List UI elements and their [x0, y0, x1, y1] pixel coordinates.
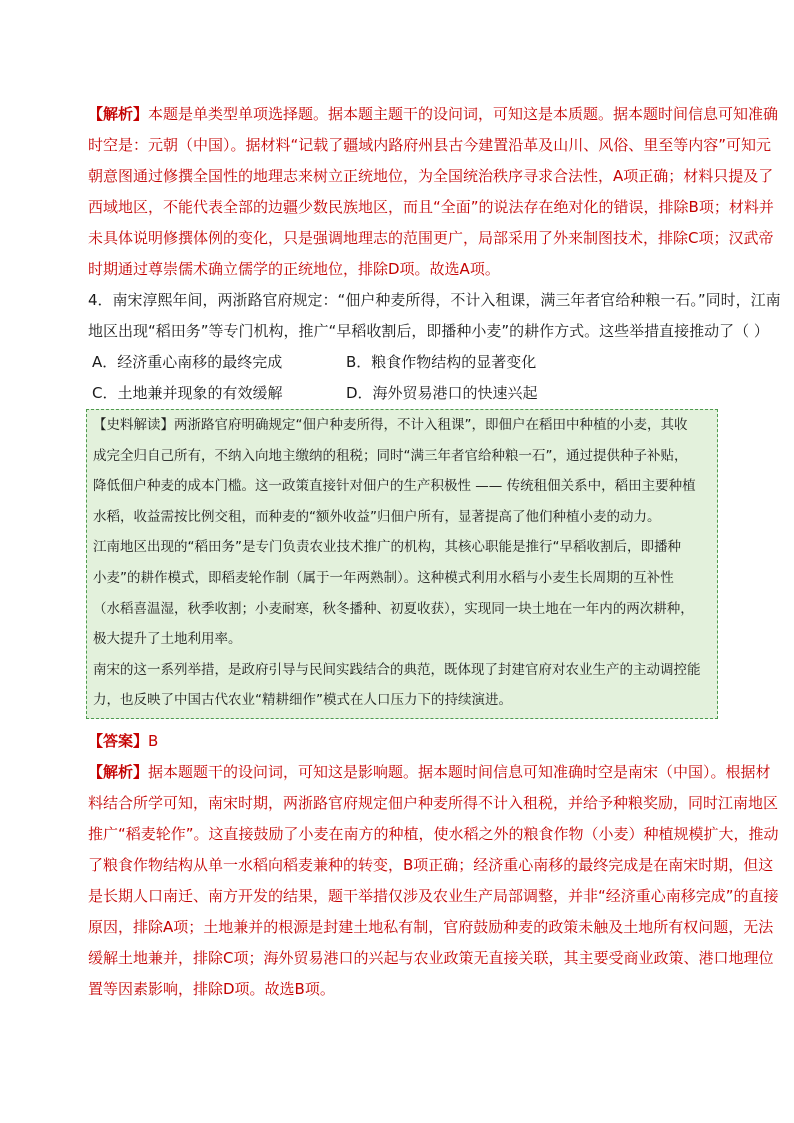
- analysis2-line-3: 推广“稻麦轮作”。这直接鼓励了小麦在南方的种植，使水稻之外的粮食作物（小麦）种植规模扩大，推动: [88, 825, 779, 843]
- analysis1-line-4: 西域地区，不能代表全部的边疆少数民族地区，而且“全面”的说法存在绝对化的错误，排除B项；材料并: [88, 198, 774, 216]
- interpretation-line-6: 小麦”的耕作模式，即稻麦轮作制（属于一年两熟制）。这种模式利用水稻与小麦生长周期的互补性: [93, 570, 674, 586]
- interpretation-line-7: （水稻喜温湿，秋季收割；小麦耐寒，秋冬播种、初夏收获），实现同一块土地在一年内的两次耕种，: [93, 601, 694, 617]
- analysis1-tag: 【解析】: [88, 105, 149, 123]
- analysis2-line-4: 了粮食作物结构从单一水稻向稻麦兼种的转变，B项正确；经济重心南移的最终完成是在南宋时期，但这: [88, 856, 774, 874]
- analysis2-line-5: 是长期人口南迁、南方开发的结果，题干举措仅涉及农业生产局部调整，并非“经济重心南移完成”的直接: [88, 887, 779, 905]
- interpretation-line-5: 江南地区出现的“稻田务”是专门负责农业技术推广的机构，其核心职能是推行“早稻收割后，即播种: [93, 539, 681, 555]
- option-b: B．粮食作物结构的显著变化: [346, 353, 537, 371]
- option-d: D．海外贸易港口的快速兴起: [346, 384, 538, 402]
- analysis2-line-1: [88, 762, 771, 782]
- interpretation-box: [86, 409, 718, 719]
- analysis1-line-6: 时期通过尊崇儒术确立儒学的正统地位，排除D项。故选A项。: [88, 260, 500, 278]
- analysis1-line-5: 未具体说明修撰体例的变化，只是强调地理志的范围更广，局部采用了外来制图技术，排除C项；汉武帝: [88, 229, 774, 247]
- interpretation-line-10: 力，也反映了中国古代农业“精耕细作”模式在人口压力下的持续演进。: [93, 692, 512, 708]
- analysis2-line-7: 缓解土地兼并，排除C项；海外贸易港口的兴起与农业政策无直接关联，其主要受商业政策、港口地理位: [88, 949, 774, 967]
- option-c: C．土地兼并现象的有效缓解: [92, 384, 283, 402]
- question-line-2: 地区出现“稻田务”等专门机构，推广“早稻收割后，即播种小麦”的耕作方式。这些举措直接推动了（ ）: [88, 322, 769, 340]
- analysis1-line-1: [88, 104, 778, 124]
- interpretation-line-9: 南宋的这一系列举措，是政府引导与民间实践结合的典范，既体现了封建官府对农业生产的主动调控能: [93, 662, 701, 678]
- interpretation-line-8: 极大提升了土地利用率。: [93, 631, 242, 647]
- question-line-1: 4．南宋淳熙年间，两浙路官府规定：“佃户种麦所得，不计入租课，满三年者官给种粮一石。”同时，江南: [88, 291, 781, 309]
- analysis1-line-3: 朝意图通过修撰全国性的地理志来树立正统地位，为全国统治秩序寻求合法性，A项正确；材料只提及了: [88, 167, 774, 185]
- interpretation-line-2: 成完全归自己所有，不纳入向地主缴纳的租税；同时“满三年者官给种粮一石”，通过提供种子补贴，: [93, 448, 688, 464]
- analysis1-text: 本题是单类型单项选择题。据本题主题干的设问词，可知这是本质题。据本题时间信息可知准确: [148, 105, 779, 123]
- interpretation-line-1: 【史料解读】两浙路官府明确规定“佃户种麦所得，不计入租课”，即佃户在稻田中种植的小麦，其收: [93, 417, 688, 433]
- answer-value: B: [148, 732, 159, 750]
- answer-tag: 【答案】: [88, 732, 149, 750]
- option-a: A．经济重心南移的最终完成: [92, 353, 283, 371]
- interpretation-line-3: 降低佃户种麦的成本门槛。这一政策直接针对佃户的生产积极性 —— 传统租佃关系中，稻田主要种植: [93, 478, 696, 494]
- interpretation-line-4: 水稻，收益需按比例交租，而种麦的“额外收益”归佃户所有，显著提高了他们种植小麦的动力。: [93, 509, 661, 525]
- analysis1-line-2: 时空是：元朝（中国）。据材料“记载了疆域内路府州县古今建置沿革及山川、风俗、里至等内容”可知元: [88, 136, 772, 154]
- analysis2-line-8: 置等因素影响，排除D项。故选B项。: [88, 980, 335, 998]
- answer-line: [88, 731, 158, 751]
- analysis2-line-2: 料结合所学可知，南宋时期，两浙路官府规定佃户种麦所得不计入租税，并给予种粮奖励，同时江南地区: [88, 794, 779, 812]
- analysis2-line-6: 原因，排除A项；土地兼并的根源是封建土地私有制，官府鼓励种麦的政策未触及土地所有权问题，无法: [88, 918, 774, 936]
- analysis2-tag: 【解析】: [88, 763, 149, 781]
- analysis2-text: 据本题题干的设问词，可知这是影响题。据本题时间信息可知准确时空是南宋（中国）。根据材: [148, 763, 771, 781]
